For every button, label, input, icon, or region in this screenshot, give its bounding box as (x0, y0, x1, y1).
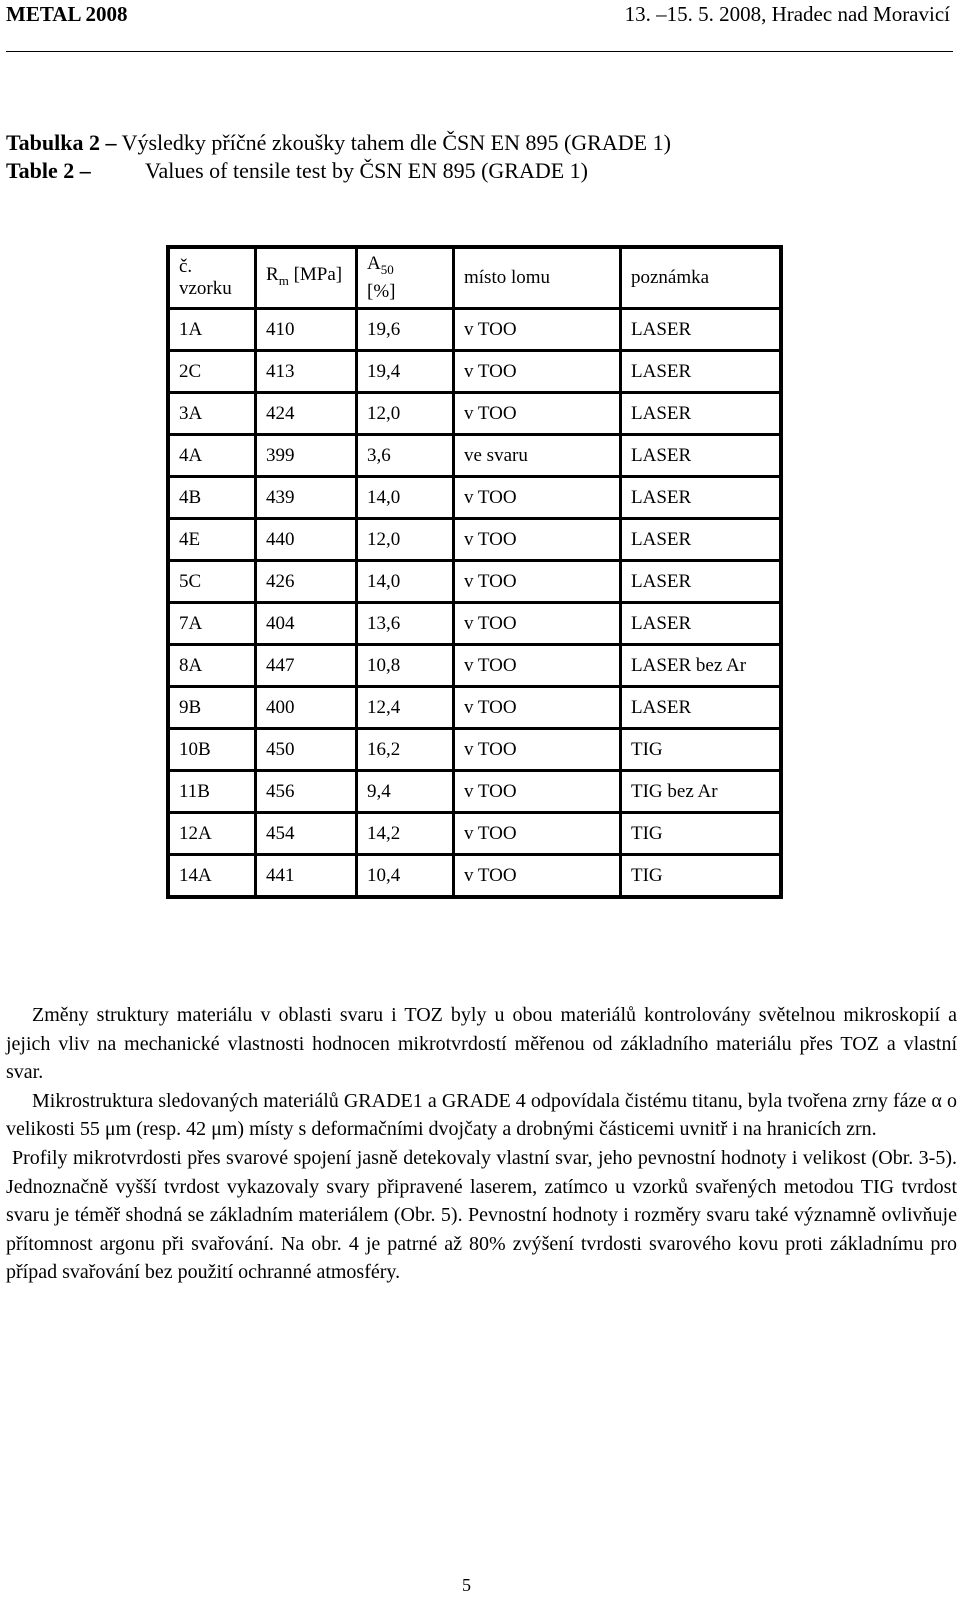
cell-rm-value: 450 (256, 729, 357, 771)
header-a50 (357, 247, 454, 309)
cell-a50-value: 12,4 (357, 687, 454, 729)
table-row (168, 435, 781, 477)
table-row (168, 309, 781, 351)
header-sample-line2: vzorku (179, 278, 232, 299)
cell-fracture-location: v TOO (454, 477, 621, 519)
cell-rm-value: 400 (256, 687, 357, 729)
cell-sample-id: 5C (168, 561, 256, 603)
header-rm-sub: m (278, 272, 289, 288)
cell-sample-id: 7A (168, 603, 256, 645)
caption-cz-label: Tabulka 2 – (6, 130, 117, 155)
caption-en-label: Table 2 – (6, 158, 91, 183)
cell-fracture-location: v TOO (454, 603, 621, 645)
cell-a50-value: 12,0 (357, 519, 454, 561)
cell-rm-value: 439 (256, 477, 357, 519)
cell-rm-value: 424 (256, 393, 357, 435)
cell-sample-id: 9B (168, 687, 256, 729)
caption-cz-text: Výsledky příčné zkoušky tahem dle ČSN EN 895 (GRADE 1) (121, 130, 671, 155)
cell-sample-id: 3A (168, 393, 256, 435)
header-a50-sub: 50 (380, 261, 394, 277)
cell-fracture-location: v TOO (454, 855, 621, 898)
conference-name: METAL 2008 (6, 2, 128, 26)
cell-fracture-location: v TOO (454, 813, 621, 855)
cell-note: LASER (621, 603, 782, 645)
cell-fracture-location: v TOO (454, 687, 621, 729)
cell-fracture-location: v TOO (454, 309, 621, 351)
cell-rm-value: 440 (256, 519, 357, 561)
header-a50-symbol: A (367, 253, 381, 275)
cell-rm-value: 404 (256, 603, 357, 645)
cell-rm-value: 456 (256, 771, 357, 813)
header-fracture-location: místo lomu (454, 247, 621, 309)
cell-fracture-location: v TOO (454, 519, 621, 561)
cell-a50-value: 14,0 (357, 477, 454, 519)
table-row (168, 813, 781, 855)
cell-rm-value: 441 (256, 855, 357, 898)
cell-rm-value: 447 (256, 645, 357, 687)
cell-rm-value: 426 (256, 561, 357, 603)
cell-sample-id: 4E (168, 519, 256, 561)
table-row (168, 645, 781, 687)
cell-rm-value: 410 (256, 309, 357, 351)
header-a50-unit: [%] (367, 280, 396, 302)
paragraph-3: Profily mikrotvrdosti přes svarové spojení jasně detekovaly vlastní svar, jeho pevnostní hodnoty i velikost (Obr. 3-5). Jednoznačně vyšší tvrdost vykazovaly svary připravené laserem, zatímco u vzorků svařených metodou TIG tvrdost svaru je téměř shodná se základním materiálem (Obr. 5). Pevnostní hodnoty i rozměry svaru také významně ovlivňuje přítomnost argonu při svařování. Na obr. 4 je patrné až 80% zvýšení tvrdosti svarového kovu proti základnímu pro případ svařování bez použití ochranné atmosféry. (6, 1146, 957, 1284)
table-row (168, 771, 781, 813)
cell-sample-id: 14A (168, 855, 256, 898)
header-sample (168, 247, 256, 309)
table-row (168, 561, 781, 603)
cell-a50-value: 19,6 (357, 309, 454, 351)
cell-note: LASER (621, 477, 782, 519)
cell-sample-id: 2C (168, 351, 256, 393)
cell-note: LASER (621, 393, 782, 435)
cell-a50-value: 3,6 (357, 435, 454, 477)
table-body (168, 309, 781, 898)
table-row (168, 351, 781, 393)
cell-fracture-location: v TOO (454, 771, 621, 813)
cell-fracture-location: v TOO (454, 351, 621, 393)
header-rule (6, 51, 953, 52)
cell-note: LASER (621, 309, 782, 351)
cell-note: LASER bez Ar (621, 645, 782, 687)
cell-sample-id: 1A (168, 309, 256, 351)
cell-note: TIG bez Ar (621, 771, 782, 813)
header-rm (256, 247, 357, 309)
paragraph-1: Změny struktury materiálu v oblasti svaru i TOZ byly u obou materiálů kontrolovány světelnou mikroskopií a jejich vliv na mechanické vlastnosti hodnocen mikrotvrdostí měřenou od základního materiálu přes TOZ a vlastní svar. (6, 1004, 957, 1084)
cell-sample-id: 8A (168, 645, 256, 687)
page-header (6, 0, 950, 32)
table-caption-cz (6, 129, 671, 157)
cell-note: LASER (621, 687, 782, 729)
table-row (168, 855, 781, 898)
cell-rm-value: 454 (256, 813, 357, 855)
cell-note: TIG (621, 855, 782, 898)
table-row (168, 519, 781, 561)
cell-a50-value: 14,0 (357, 561, 454, 603)
cell-a50-value: 14,2 (357, 813, 454, 855)
cell-note: TIG (621, 813, 782, 855)
table-row (168, 477, 781, 519)
caption-en-text: Values of tensile test by ČSN EN 895 (GRADE 1) (145, 158, 589, 183)
cell-note: LASER (621, 435, 782, 477)
table-caption-en (6, 157, 588, 185)
table-row (168, 603, 781, 645)
cell-note: LASER (621, 519, 782, 561)
body-text (6, 1001, 957, 1287)
header-sample-line1: č. (179, 256, 193, 277)
cell-sample-id: 4B (168, 477, 256, 519)
header-rm-unit: [MPa] (293, 264, 343, 286)
cell-a50-value: 9,4 (357, 771, 454, 813)
cell-a50-value: 12,0 (357, 393, 454, 435)
header-note: poznámka (621, 247, 782, 309)
table-row (168, 393, 781, 435)
cell-note: LASER (621, 561, 782, 603)
table-row (168, 687, 781, 729)
conference-place-date: 13. –15. 5. 2008, Hradec nad Moravicí (624, 2, 950, 26)
page-number: 5 (462, 1575, 471, 1595)
table-header-row (168, 247, 781, 309)
cell-rm-value: 399 (256, 435, 357, 477)
paragraph-2: Mikrostruktura sledovaných materiálů GRADE1 a GRADE 4 odpovídala čistému titanu, byla tvořena zrny fáze α o velikosti 55 μm (resp. 42 μm) místy s deformačními dvojčaty a drobnými částicemi uvnitř i na hranicích zrn. (6, 1089, 957, 1141)
cell-a50-value: 19,4 (357, 351, 454, 393)
cell-fracture-location: v TOO (454, 393, 621, 435)
cell-sample-id: 4A (168, 435, 256, 477)
cell-sample-id: 12A (168, 813, 256, 855)
cell-a50-value: 13,6 (357, 603, 454, 645)
cell-rm-value: 413 (256, 351, 357, 393)
cell-fracture-location: ve svaru (454, 435, 621, 477)
cell-a50-value: 16,2 (357, 729, 454, 771)
cell-sample-id: 11B (168, 771, 256, 813)
cell-note: TIG (621, 729, 782, 771)
cell-fracture-location: v TOO (454, 729, 621, 771)
cell-note: LASER (621, 351, 782, 393)
cell-fracture-location: v TOO (454, 561, 621, 603)
header-rm-symbol: R (266, 264, 279, 286)
cell-fracture-location: v TOO (454, 645, 621, 687)
cell-sample-id: 10B (168, 729, 256, 771)
cell-a50-value: 10,4 (357, 855, 454, 898)
cell-a50-value: 10,8 (357, 645, 454, 687)
table-row (168, 729, 781, 771)
results-table (166, 245, 783, 899)
